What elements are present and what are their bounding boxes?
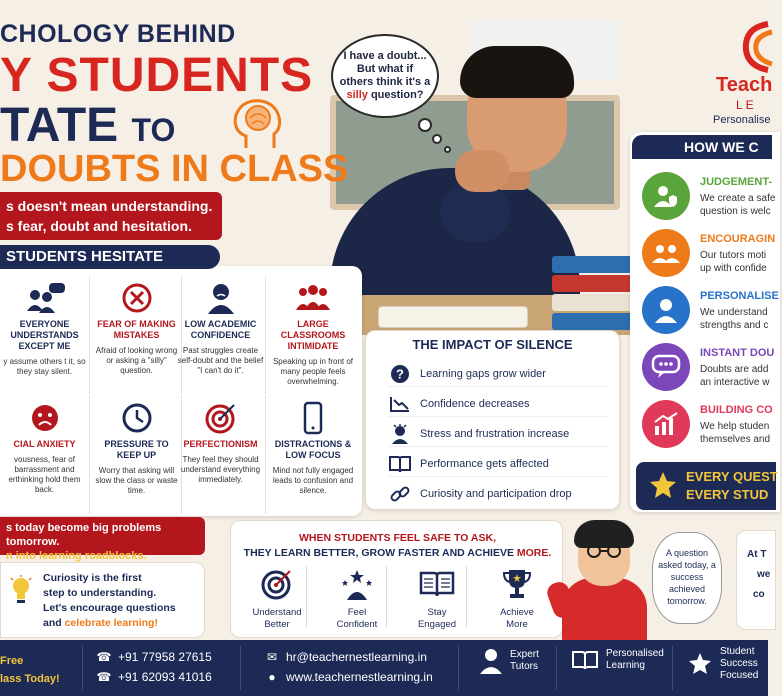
badge-student-success: Student Success Focused <box>688 646 758 682</box>
how-desc: We understand strengths and c <box>700 307 769 331</box>
person-icon <box>654 297 678 323</box>
boy-hand <box>455 150 509 192</box>
hesitate-desc: Past struggles create self-doubt and the belief "I can't do it". <box>177 346 264 375</box>
how-item <box>642 343 782 399</box>
how-item <box>642 229 782 285</box>
question-icon <box>390 364 410 384</box>
how-title: PERSONALISE <box>700 290 779 302</box>
thought-silly: silly <box>346 89 368 101</box>
people-speech-icon <box>25 283 65 313</box>
silence-item <box>388 421 608 447</box>
hesitate-title: LOW ACADEMIC CONFIDENCE <box>184 319 257 340</box>
lightbulb-icon <box>9 575 33 605</box>
silence-item <box>388 451 608 477</box>
quote-bubble: A question asked today, a success achieved tomorrow. <box>652 532 722 624</box>
thought-bubble <box>331 34 439 118</box>
badge-expert-tutors: Expert Tutors <box>480 648 539 674</box>
phone-1[interactable]: ☎ +91 77958 27615 <box>96 650 212 664</box>
hesitate-title: DISTRACTIONS & LOW FOCUS <box>274 439 352 460</box>
hesitate-heading: STUDENTS HESITATE <box>0 245 220 269</box>
feel-safe-heading: WHEN STUDENTS FEEL SAFE TO ASK, THEY LEARN BETTER, GROW FASTER AND ACHIEVE MORE. <box>243 532 552 559</box>
target-icon <box>205 402 237 434</box>
message-banner <box>0 192 222 240</box>
title-line-3 <box>0 98 175 153</box>
hesitate-title: FEAR OF MAKING MISTAKES <box>97 319 176 340</box>
hesitate-desc: y assume others t it, so they stay silent. <box>3 357 86 376</box>
how-desc: We create a safe question is welc <box>700 193 776 217</box>
crowd-icon <box>295 284 331 312</box>
phone-icon: ☎ <box>96 650 112 664</box>
x-circle-icon <box>121 282 153 314</box>
title-hesitate: TATE <box>0 99 119 152</box>
trend-down-icon <box>389 395 411 413</box>
hesitate-item <box>92 396 182 514</box>
open-book-icon <box>420 571 454 597</box>
brand-sub: LE <box>736 98 757 112</box>
hesitate-item <box>176 276 266 394</box>
cartoon-body <box>562 578 647 640</box>
boy-hair <box>460 46 574 98</box>
thought-dot <box>444 146 451 153</box>
every-line-1: EVERY QUEST <box>686 469 778 484</box>
silence-label: Curiosity and participation drop <box>420 488 572 500</box>
how-item <box>642 400 782 456</box>
brand-name: Teach <box>716 74 773 96</box>
trophy-icon <box>502 568 532 600</box>
title-line-4: DOUBTS IN CLASS <box>0 148 349 190</box>
impact-of-silence-panel <box>365 330 620 510</box>
hesitate-title: CIAL ANXIETY <box>13 439 76 449</box>
book-stack <box>552 256 632 330</box>
star-person-icon <box>340 568 374 600</box>
chat-icon <box>652 355 680 379</box>
problems-line-2: n into learning roadblocks. <box>6 550 147 562</box>
problems-banner <box>0 517 205 562</box>
thought-dot <box>418 118 432 132</box>
hesitate-item <box>268 396 358 514</box>
phone-2[interactable]: ☎ +91 62093 41016 <box>96 670 212 684</box>
how-item <box>642 286 782 342</box>
glasses-icon <box>584 544 624 558</box>
silence-label: Stress and frustration increase <box>420 427 570 440</box>
how-item <box>642 172 782 228</box>
title-line-1: CHOLOGY BEHIND <box>0 20 236 48</box>
anxious-face-icon <box>29 402 61 434</box>
how-title: ENCOURAGIN <box>700 233 776 245</box>
email-link[interactable]: ✉ hr@teachernestlearning.in <box>264 650 427 664</box>
hesitate-desc: Speaking up in front of many people feels overwhelming. <box>272 357 354 386</box>
silence-item <box>388 391 608 417</box>
svg-text:?: ? <box>396 366 404 381</box>
mail-icon: ✉ <box>266 650 278 664</box>
divider <box>386 566 387 628</box>
how-desc: We help studen themselves and <box>700 421 771 445</box>
hesitate-desc: vousness, fear of barrassment and erthinking hold them back. <box>8 455 81 494</box>
hesitate-desc: Worry that asking will slow the class or waste time. <box>95 466 178 495</box>
how-desc: Doubts are add an interactive w <box>700 364 770 388</box>
thought-text-b: question? <box>370 89 424 101</box>
how-title: JUDGEMENT- <box>700 176 773 188</box>
group-icon <box>652 241 680 265</box>
hesitate-item <box>92 276 182 394</box>
target-icon <box>261 568 293 600</box>
banner-line-2: s fear, doubt and hesitation. <box>6 218 192 234</box>
thought-text <box>339 50 431 102</box>
title-line-2: Y STUDENTS <box>0 49 314 102</box>
how-title: BUILDING CO <box>700 404 773 416</box>
hesitate-title: LARGE CLASSROOMS INTIMIDATE <box>280 319 346 351</box>
hesitate-item <box>176 396 266 514</box>
sad-person-icon <box>206 282 236 314</box>
hesitate-title: PRESSURE TO KEEP UP <box>104 439 169 460</box>
divider <box>306 566 307 628</box>
hesitate-desc: Mind not fully engaged leads to confusion and silence. <box>272 466 354 495</box>
every-line-2: EVERY STUD <box>686 487 769 502</box>
brand-tagline: Personalise <box>713 114 771 126</box>
phone-icon: ☎ <box>96 670 112 684</box>
hesitate-grid <box>0 266 362 516</box>
book-icon <box>572 650 598 670</box>
star-icon <box>688 652 712 676</box>
benefit-item: Understand Better <box>239 567 315 631</box>
brain-head-icon <box>228 96 286 150</box>
badge-personalised: Personalised Learning <box>572 648 664 672</box>
hesitate-desc: Afraid of looking wrong or asking a "silly" question. <box>95 346 178 375</box>
title-to: TO <box>131 112 176 148</box>
silence-heading: THE IMPACT OF SILENCE <box>412 337 573 352</box>
safe-person-icon <box>653 183 679 209</box>
book-icon <box>389 455 411 473</box>
globe-icon: ● <box>268 670 276 684</box>
website-link[interactable]: ● www.teachernestlearning.in <box>264 670 433 684</box>
how-title: INSTANT DOU <box>700 347 775 359</box>
hesitate-desc: They feel they should understand everything immediately. <box>180 455 261 484</box>
silence-label: Confidence decreases <box>420 397 530 410</box>
curiosity-text: Curiosity is the first step to understanding. Let's encourage questions and celebrate learning! <box>43 572 176 629</box>
silence-label: Performance gets affected <box>420 457 549 470</box>
divider <box>466 566 467 628</box>
footer-bar <box>0 640 768 696</box>
problems-line-1: s today become big problems tomorrow. <box>6 522 162 548</box>
free-class-cta[interactable]: Free lass Today! <box>0 655 60 685</box>
benefit-item: Stay Engaged <box>399 567 475 631</box>
hesitate-title: EVERYONE UNDERSTANDS EXCEPT ME <box>10 319 79 351</box>
clock-icon <box>121 402 153 434</box>
at-teachernest-card: At T we co <box>736 530 776 630</box>
brand-logo-icon <box>738 20 778 72</box>
phone-icon <box>302 402 324 434</box>
benefit-item: Achieve More <box>479 567 555 631</box>
hesitate-item <box>0 276 90 394</box>
thought-dot <box>432 134 442 144</box>
hesitate-item <box>0 396 90 514</box>
broken-link-icon <box>390 484 410 504</box>
silence-item <box>388 481 608 507</box>
feel-safe-panel <box>230 520 563 638</box>
growth-chart-icon <box>653 412 679 436</box>
thought-text-a: I have a doubt... But what if others think it's a <box>339 50 431 88</box>
tutor-icon <box>480 648 502 674</box>
silence-label: Learning gaps grow wider <box>420 367 546 380</box>
how-we-heading: HOW WE C <box>632 135 772 159</box>
how-desc: Our tutors moti up with confide <box>700 250 767 274</box>
star-icon <box>648 470 678 500</box>
silence-item <box>388 361 608 387</box>
hesitate-item <box>268 276 358 394</box>
hesitate-title: PERFECTIONISM <box>183 439 258 449</box>
open-book <box>378 306 528 328</box>
benefit-item: Feel Confident <box>319 567 395 631</box>
curiosity-card <box>0 562 205 638</box>
stressed-person-icon <box>391 424 409 444</box>
banner-line-1: s doesn't mean understanding. <box>6 198 213 214</box>
